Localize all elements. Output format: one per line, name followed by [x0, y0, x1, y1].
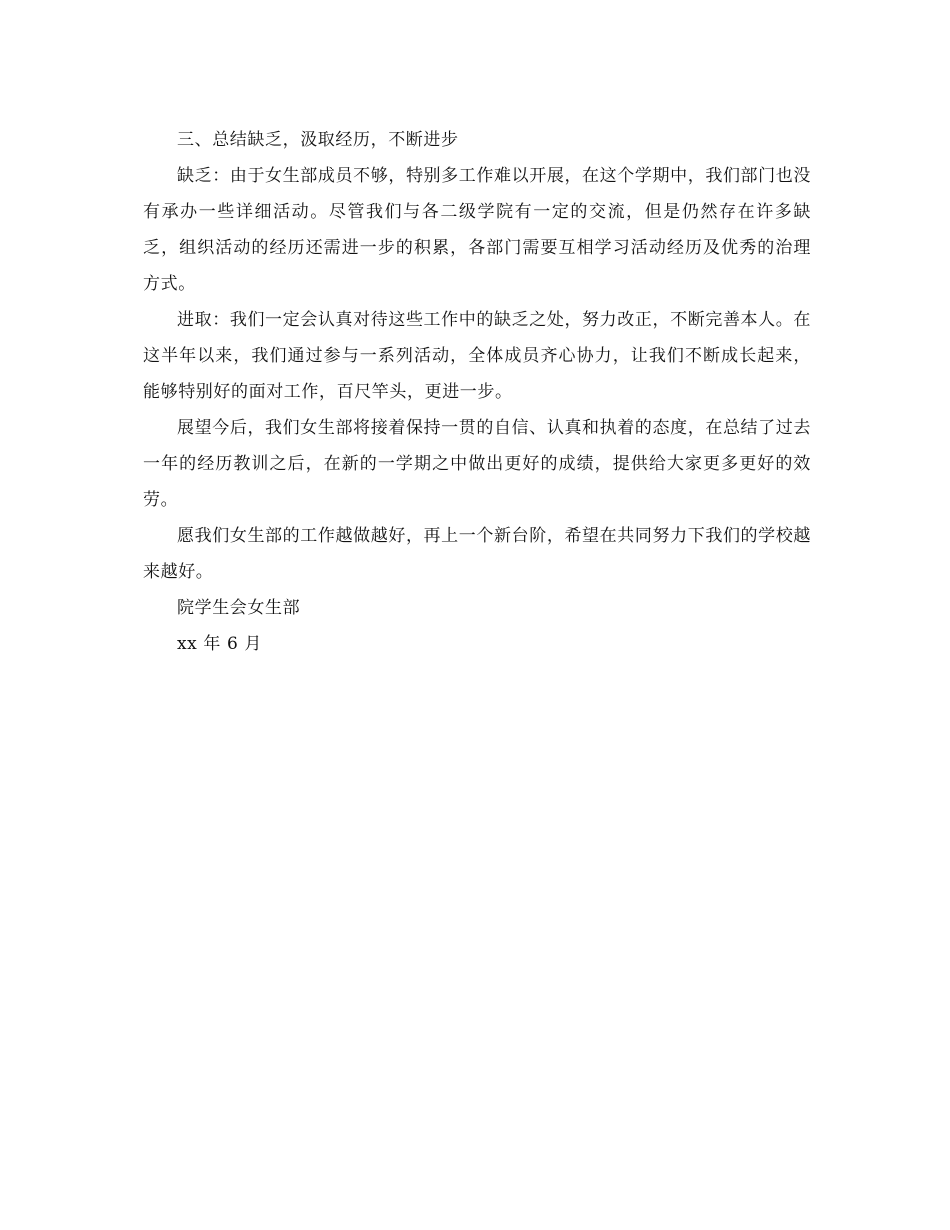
document-body [143, 122, 811, 662]
date: xx 年 6 月 [177, 634, 263, 654]
section-heading: 三、总结缺乏，汲取经历，不断进步 [177, 130, 459, 150]
paragraph-progress: 进取：我们一定会认真对待这些工作中的缺乏之处，努力改正，不断完善本人。在这半年以来，我们通过参与一系列活动，全体成员齐心协力，让我们不断成长起来，能够特别好的面对工作，百尺竿头，更进一步。 [143, 310, 811, 402]
paragraph-outlook: 展望今后，我们女生部将接着保持一贯的自信、认真和执着的态度，在总结了过去一年的经历教训之后，在新的一学期之中做出更好的成绩，提供给大家更多更好的效劳。 [143, 418, 811, 510]
paragraph-shortcomings: 缺乏：由于女生部成员不够，特别多工作难以开展，在这个学期中，我们部门也没有承办一些详细活动。尽管我们与各二级学院有一定的交流，但是仍然存在许多缺乏，组织活动的经历还需进一步的积累，各部门需要互相学习活动经历及优秀的治理方式。 [143, 166, 811, 294]
paragraph-wish: 愿我们女生部的工作越做越好，再上一个新台阶，希望在共同努力下我们的学校越来越好。 [143, 526, 811, 582]
signature: 院学生会女生部 [177, 598, 301, 618]
